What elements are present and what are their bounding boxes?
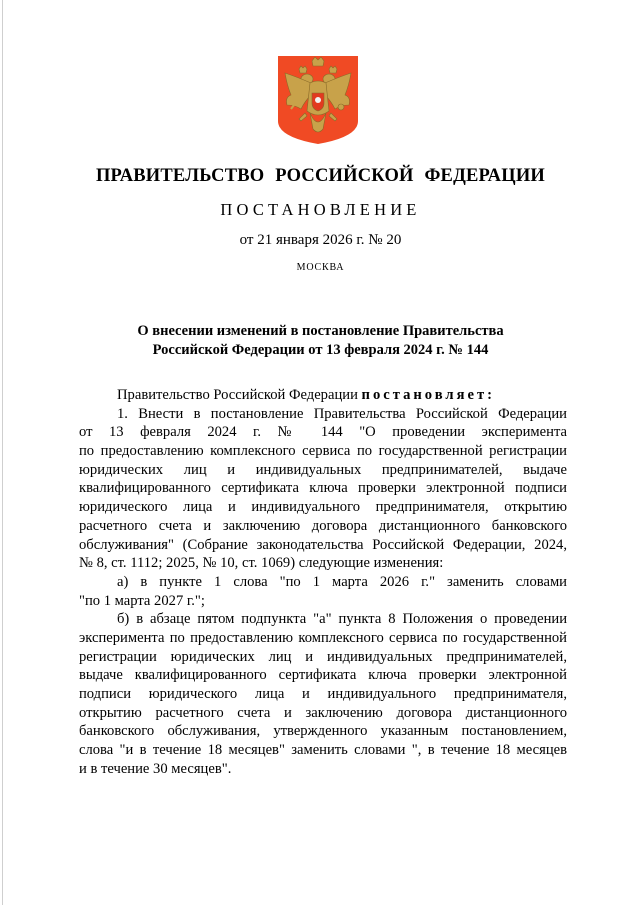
body-line: открытию расчетного счета и заключению договора дистанционного (79, 704, 567, 721)
document-subject (0, 322, 641, 360)
body-line: по предоставлению комплексного сервиса по государственной регистрации (79, 443, 567, 460)
page-edge (2, 0, 3, 905)
body-line: юридических лиц и индивидуальных предпринимателей, выдаче (79, 461, 567, 478)
body-line: регистрации юридических лиц и индивидуальных предпринимателей, (79, 648, 567, 665)
coat-of-arms-icon (277, 55, 359, 145)
body-line: банковского обслуживания, утвержденного указанным постановлением, (79, 723, 567, 740)
body-line: от 13 февраля 2024 г. № 144 "О проведении эксперимента (79, 424, 567, 441)
body-line: квалифицированного сертификата ключа проверки электронной подписи (79, 480, 567, 497)
body-line: 1. Внести в постановление Правительства Российской Федерации (117, 405, 567, 422)
document-date-number: от 21 января 2026 г. № 20 (239, 232, 402, 248)
body-line: обслуживания" (Собрание законодательства Российской Федерации, 2024, (79, 536, 567, 553)
body-line: подписи юридического лица и индивидуального предпринимателя, (79, 686, 567, 702)
intro-line (79, 386, 567, 405)
subject-line: О внесении изменений в постановление Правительства (137, 323, 504, 339)
body-line: эксперимента по предоставлению комплексного сервиса по государственной (79, 629, 567, 646)
body-line: расчетного счета и заключению договора дистанционного банковского (79, 517, 567, 534)
government-title: ПРАВИТЕЛЬСТВО РОССИЙСКОЙ ФЕДЕРАЦИИ (95, 166, 546, 186)
body-line: и в течение 30 месяцев". (79, 760, 232, 777)
document-city: МОСКВА (296, 262, 345, 273)
body-line: слова "и в течение 18 месяцев" заменить словами ", в течение 18 месяцев (79, 742, 567, 759)
document-body (79, 386, 567, 778)
body-line: б) в абзаце пятом подпункта "а" пункта 8 Положения о проведении (117, 611, 567, 628)
body-line: а) в пункте 1 слова "по 1 марта 2026 г." заменить словами (117, 573, 567, 590)
intro-prefix: Правительство Российской Федерации (117, 387, 358, 403)
body-line: юридического лица и индивидуального предпринимателя, открытию (79, 499, 567, 516)
subject-line: Российской Федерации от 13 февраля 2024 г. № 144 (152, 342, 489, 358)
intro-verb: постановляет: (361, 387, 495, 403)
body-line: "по 1 марта 2027 г."; (79, 592, 205, 609)
body-line: № 8, ст. 1112; 2025, № 10, ст. 1069) следующие изменения: (79, 555, 444, 572)
body-line: выдаче квалифицированного сертификата ключа проверки электронной (79, 667, 567, 684)
document-kind: ПОСТАНОВЛЕНИЕ (220, 200, 421, 219)
